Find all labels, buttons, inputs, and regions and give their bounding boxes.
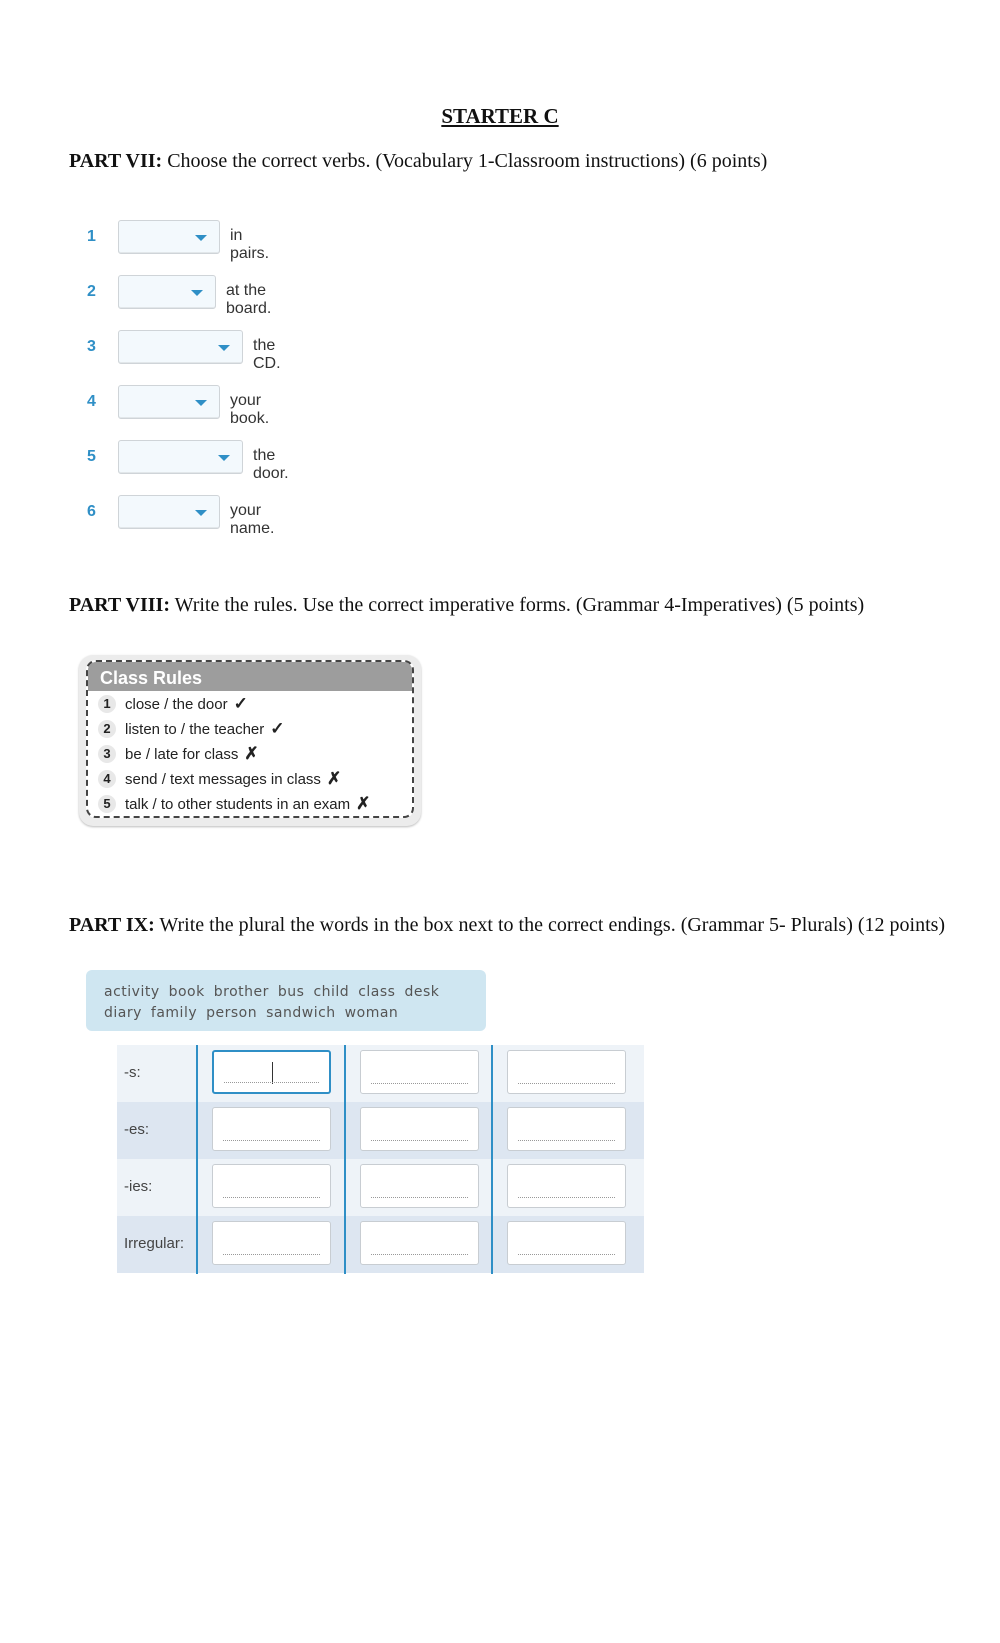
word: book <box>168 984 205 1000</box>
verb-dropdown-1[interactable] <box>118 220 220 254</box>
chevron-down-icon <box>218 345 230 351</box>
rule-text: close / the door <box>125 696 228 713</box>
part-9-label: PART IX: <box>69 914 155 936</box>
rule-text: talk / to other students in an exam <box>125 796 351 813</box>
word: family <box>150 1005 198 1021</box>
answer-line <box>518 1197 615 1198</box>
answer-input-s-3[interactable] <box>507 1050 626 1094</box>
worksheet-title: STARTER C <box>441 104 559 128</box>
answer-line <box>223 1254 320 1255</box>
part-7-label: PART VII: <box>69 150 163 172</box>
item-number: 4 <box>87 393 96 410</box>
verb-dropdown-3[interactable] <box>118 330 243 364</box>
verb-dropdown-2[interactable] <box>118 275 216 309</box>
word: sandwich <box>266 1005 336 1021</box>
rule-text: send / text messages in class <box>125 771 321 788</box>
verb-dropdown-5[interactable] <box>118 440 243 474</box>
cross-icon: ✗ <box>356 794 371 813</box>
answer-line <box>224 1082 319 1083</box>
row-label: Irregular: <box>124 1235 185 1252</box>
answer-line <box>371 1140 468 1141</box>
item-number: 6 <box>87 503 96 520</box>
rule-number: 3 <box>98 745 116 763</box>
column-divider <box>491 1045 493 1274</box>
rule-text: be / late for class <box>125 746 239 763</box>
word: class <box>358 984 396 1000</box>
answer-input-s-1[interactable] <box>212 1050 331 1094</box>
answer-line <box>518 1140 615 1141</box>
item-text: your name. <box>230 502 275 537</box>
answer-line <box>371 1083 468 1084</box>
verb-dropdown-4[interactable] <box>118 385 220 419</box>
word: bus <box>277 984 305 1000</box>
plurals-table <box>117 1045 644 1274</box>
word: brother <box>213 984 269 1000</box>
word: person <box>206 1005 258 1021</box>
verb-dropdown-6[interactable] <box>118 495 220 529</box>
rule-number: 4 <box>98 770 116 788</box>
word-line-2 <box>104 1003 468 1024</box>
class-rules-title: Class Rules <box>88 662 412 691</box>
chevron-down-icon <box>218 455 230 461</box>
item-text: in pairs. <box>230 227 270 262</box>
part-8-instruction: Write the rules. Use the correct imperative forms. (Grammar 4-Imperatives) (5 points) <box>170 594 865 616</box>
answer-input-irregular-3[interactable] <box>507 1221 626 1265</box>
item-text: at the board. <box>226 282 272 317</box>
answer-line <box>518 1254 615 1255</box>
answer-line <box>223 1140 320 1141</box>
column-divider <box>196 1045 198 1274</box>
item-number: 3 <box>87 338 96 355</box>
word: child <box>313 984 350 1000</box>
answer-input-es-3[interactable] <box>507 1107 626 1151</box>
part-7-instruction: Choose the correct verbs. (Vocabulary 1-Classroom instructions) (6 points) <box>162 150 768 172</box>
chevron-down-icon <box>195 400 207 406</box>
part-8-heading <box>69 594 864 617</box>
row-label: -es: <box>124 1121 150 1138</box>
answer-input-es-2[interactable] <box>360 1107 479 1151</box>
cross-icon: ✗ <box>244 744 259 763</box>
check-icon: ✓ <box>270 719 285 738</box>
class-rules-box <box>79 655 421 826</box>
answer-line <box>223 1197 320 1198</box>
item-text: the CD. <box>253 337 281 372</box>
rule-number: 2 <box>98 720 116 738</box>
word-line-1 <box>104 982 468 1003</box>
answer-input-ies-1[interactable] <box>212 1164 331 1208</box>
check-icon: ✓ <box>233 694 248 713</box>
item-text: your book. <box>230 392 270 427</box>
answer-input-irregular-2[interactable] <box>360 1221 479 1265</box>
part-7-heading <box>69 150 767 173</box>
rule-text: listen to / the teacher <box>125 721 265 738</box>
item-number: 1 <box>87 228 96 245</box>
answer-input-irregular-1[interactable] <box>212 1221 331 1265</box>
word: activity <box>104 984 160 1000</box>
answer-line <box>371 1197 468 1198</box>
part-9-instruction: Write the plural the words in the box next to the correct endings. (Grammar 5- Plurals) (12 points) <box>154 914 946 936</box>
item-number: 5 <box>87 448 96 465</box>
chevron-down-icon <box>191 290 203 296</box>
answer-input-ies-2[interactable] <box>360 1164 479 1208</box>
answer-input-ies-3[interactable] <box>507 1164 626 1208</box>
item-number: 2 <box>87 283 96 300</box>
chevron-down-icon <box>195 235 207 241</box>
word: woman <box>344 1005 399 1021</box>
word: diary <box>104 1005 142 1021</box>
answer-input-es-1[interactable] <box>212 1107 331 1151</box>
class-rules-frame <box>86 660 414 818</box>
row-label: -ies: <box>124 1178 153 1195</box>
item-text: the door. <box>253 447 289 482</box>
word-box <box>86 970 486 1031</box>
part-8-label: PART VIII: <box>69 594 170 616</box>
part-9-heading <box>69 914 945 937</box>
rule-number: 5 <box>98 795 116 813</box>
answer-input-s-2[interactable] <box>360 1050 479 1094</box>
rule-number: 1 <box>98 695 116 713</box>
word: desk <box>404 984 440 1000</box>
answer-line <box>371 1254 468 1255</box>
text-cursor <box>272 1062 273 1084</box>
column-divider <box>344 1045 346 1274</box>
chevron-down-icon <box>195 510 207 516</box>
answer-line <box>518 1083 615 1084</box>
cross-icon: ✗ <box>326 769 342 788</box>
row-label: -s: <box>124 1064 141 1081</box>
